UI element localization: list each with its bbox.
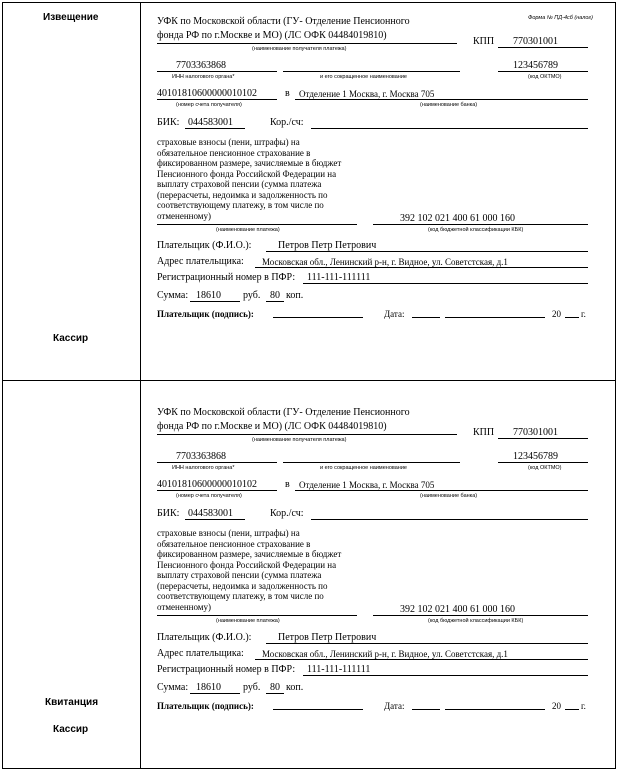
account-value: 40101810600000010102 bbox=[157, 88, 257, 99]
bank-caption: (наименование банка) bbox=[420, 102, 478, 108]
payer-label: Плательщик (Ф.И.О.): bbox=[157, 632, 252, 643]
address-value: Московская обл., Ленинский р-н, г. Видное, ул. Советстская, д.1 bbox=[262, 257, 508, 267]
form-number: Форма № ПД-4сб (налог) bbox=[528, 15, 593, 21]
account-caption: (номер счета получателя) bbox=[176, 102, 242, 108]
payer-value: Петров Петр Петрович bbox=[278, 632, 377, 643]
sum-rub: 18610 bbox=[196, 682, 221, 693]
signature-label: Плательщик (подпись): bbox=[157, 701, 254, 711]
rub-label: руб. bbox=[243, 682, 261, 693]
payment-purpose: страховые взносы (пени, штрафы) на обязательное пенсионное страхование в фиксированном размере, зачисляемые в бюджет Пенсионного фонда Российской Федерации на выплату страховой пенсии (сумма платежа (перерасчеты, недоимка и задолженность по соответствующему платежу, в том числе по отмененному) bbox=[157, 528, 342, 612]
payment-caption: (наименование платежа) bbox=[216, 227, 280, 233]
inn-value: 7703363868 bbox=[176, 451, 226, 462]
oktmo-value: 123456789 bbox=[513, 451, 558, 462]
recipient-name-line1: УФК по Московской области (ГУ- Отделение Пенсионного bbox=[157, 16, 410, 27]
address-value: Московская обл., Ленинский р-н, г. Видное, ул. Советстская, д.1 bbox=[262, 649, 508, 659]
inn-caption: ИНН налогового органа* bbox=[172, 74, 235, 80]
bik-label: БИК: bbox=[157, 508, 180, 519]
kop-label: коп. bbox=[286, 682, 304, 693]
account-value: 40101810600000010102 bbox=[157, 479, 257, 490]
bank-value: Отделение 1 Москва, г. Москва 705 bbox=[299, 480, 435, 490]
year-prefix: 20 bbox=[552, 701, 561, 711]
corr-label: Кор./сч: bbox=[270, 508, 304, 519]
kbk-caption: (код бюджетной классификации КБК) bbox=[428, 618, 524, 624]
recipient-name-line2: фонда РФ по г.Москве и МО) (ЛС ОФК 04484019810) bbox=[157, 421, 387, 432]
receipt-label: Квитанция bbox=[45, 697, 99, 708]
signature-label: Плательщик (подпись): bbox=[157, 309, 254, 319]
notice-label: Извещение bbox=[43, 12, 99, 23]
kpp-value: 770301001 bbox=[513, 427, 558, 438]
sum-label: Сумма: bbox=[157, 682, 189, 693]
recipient-caption: (наименование получателя платежа) bbox=[252, 46, 347, 52]
account-caption: (номер счета получателя) bbox=[176, 493, 242, 499]
column-divider bbox=[140, 2, 141, 769]
kpp-value: 770301001 bbox=[513, 36, 558, 47]
recipient-name-line2: фонда РФ по г.Москве и МО) (ЛС ОФК 04484019810) bbox=[157, 30, 387, 41]
short-name-caption: и его сокращенное наименование bbox=[320, 74, 407, 80]
kop-label: коп. bbox=[286, 290, 304, 301]
sum-kop: 80 bbox=[270, 290, 280, 301]
bik-value: 044583001 bbox=[188, 508, 233, 519]
rub-label: руб. bbox=[243, 290, 261, 301]
bik-label: БИК: bbox=[157, 117, 180, 128]
kpp-label: КПП bbox=[473, 427, 495, 438]
recipient-caption: (наименование получателя платежа) bbox=[252, 437, 347, 443]
sum-label: Сумма: bbox=[157, 290, 189, 301]
sum-rub: 18610 bbox=[196, 290, 221, 301]
in-label: в bbox=[285, 88, 290, 99]
kbk-caption: (код бюджетной классификации КБК) bbox=[428, 227, 524, 233]
kbk-value: 392 102 021 400 61 000 160 bbox=[400, 604, 515, 615]
kbk-value: 392 102 021 400 61 000 160 bbox=[400, 213, 515, 224]
year-suffix: г. bbox=[581, 309, 586, 319]
corr-label: Кор./сч: bbox=[270, 117, 304, 128]
oktmo-caption: (код ОКТМО) bbox=[528, 74, 562, 80]
bank-value: Отделение 1 Москва, г. Москва 705 bbox=[299, 89, 435, 99]
kpp-label: КПП bbox=[473, 36, 495, 47]
recipient-name-line1: УФК по Московской области (ГУ- Отделение Пенсионного bbox=[157, 407, 410, 418]
bik-value: 044583001 bbox=[188, 117, 233, 128]
section-divider bbox=[2, 380, 616, 381]
date-label: Дата: bbox=[384, 701, 405, 711]
reg-value: 111-111-111111 bbox=[307, 664, 371, 675]
date-label: Дата: bbox=[384, 309, 405, 319]
address-label: Адрес плательщика: bbox=[157, 648, 244, 659]
cashier-label-top: Кассир bbox=[53, 333, 89, 344]
inn-value: 7703363868 bbox=[176, 60, 226, 71]
bank-caption: (наименование банка) bbox=[420, 493, 478, 499]
reg-label: Регистрационный номер в ПФР: bbox=[157, 664, 296, 675]
reg-value: 111-111-111111 bbox=[307, 272, 371, 283]
year-prefix: 20 bbox=[552, 309, 561, 319]
oktmo-value: 123456789 bbox=[513, 60, 558, 71]
payment-caption: (наименование платежа) bbox=[216, 618, 280, 624]
address-label: Адрес плательщика: bbox=[157, 256, 244, 267]
short-name-caption: и его сокращенное наименование bbox=[320, 465, 407, 471]
payer-value: Петров Петр Петрович bbox=[278, 240, 377, 251]
inn-caption: ИНН налогового органа* bbox=[172, 465, 235, 471]
payer-label: Плательщик (Ф.И.О.): bbox=[157, 240, 252, 251]
year-suffix: г. bbox=[581, 701, 586, 711]
oktmo-caption: (код ОКТМО) bbox=[528, 465, 562, 471]
cashier-label-bottom: Кассир bbox=[53, 724, 89, 735]
in-label: в bbox=[285, 479, 290, 490]
payment-purpose: страховые взносы (пени, штрафы) на обязательное пенсионное страхование в фиксированном размере, зачисляемые в бюджет Пенсионного фонда Российской Федерации на выплату страховой пенсии (сумма платежа (перерасчеты, недоимка и задолженность по соответствующему платежу, в том числе по отмененному) bbox=[157, 137, 342, 221]
sum-kop: 80 bbox=[270, 682, 280, 693]
reg-label: Регистрационный номер в ПФР: bbox=[157, 272, 296, 283]
